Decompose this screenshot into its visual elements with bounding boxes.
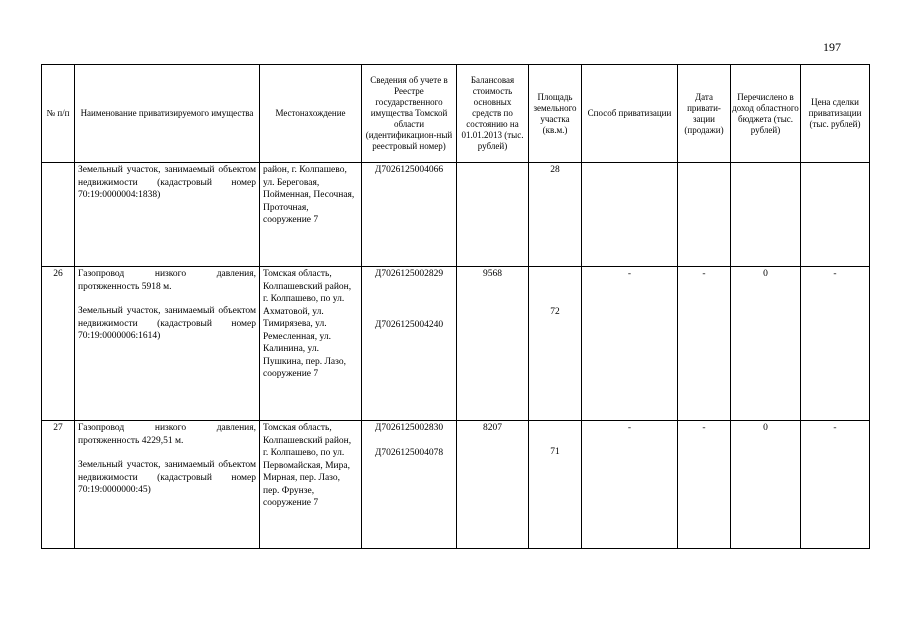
table-row [42, 267, 870, 421]
cell-area: 28 [529, 163, 582, 267]
cell-date: - [678, 421, 731, 549]
registry-number: Д7026125004078 [374, 447, 444, 458]
registry-number: Д7026125004066 [374, 165, 444, 175]
header-price: Цена сделки приватизации (тыс. рублей) [801, 65, 870, 163]
header-date: Дата привати-зации (продажи) [678, 65, 731, 163]
cell-name [75, 267, 260, 421]
cell-price: - [801, 267, 870, 421]
cell-method: - [582, 421, 678, 549]
cell-area [529, 421, 582, 549]
table-row [42, 163, 870, 267]
header-num: № п/п [42, 65, 75, 163]
table-header-row [42, 65, 870, 163]
cell-registry [362, 421, 457, 549]
object-name: Газопровод низкого давления, протяженность 5918 м. [78, 269, 256, 292]
privatization-table [41, 64, 870, 549]
cell-balance [457, 163, 529, 267]
cell-name [75, 163, 260, 267]
cell-name [75, 421, 260, 549]
header-name: Наименование приватизируемого имущества [75, 65, 260, 163]
area-value: 72 [550, 307, 560, 317]
registry-number: Д7026125002830 [374, 423, 444, 433]
header-balance: Балансовая стоимость основных средств по состоянию на 01.01.2013 (тыс. рублей) [457, 65, 529, 163]
cell-transferred: 0 [731, 267, 801, 421]
header-location: Местонахождение [260, 65, 362, 163]
cell-date: - [678, 267, 731, 421]
cell-location: район, г. Колпашево, ул. Береговая, Пойменная, Песочная, Проточная, сооружение 7 [260, 163, 362, 267]
registry-number: Д7026125002829 [374, 269, 444, 279]
header-method: Способ приватизации [582, 65, 678, 163]
object-name: Газопровод низкого давления, протяженность 4229,51 м. [78, 423, 256, 446]
cell-location: Томская область, Колпашевский район, г. Колпашево, по ул. Первомайская, Мира, Мирная, пер. Лазо, пер. Фрунзе, сооружение 7 [260, 421, 362, 549]
page-number: 197 [823, 40, 841, 54]
cell-date [678, 163, 731, 267]
cell-registry [362, 163, 457, 267]
cell-num: 26 [42, 267, 75, 421]
cell-price [801, 163, 870, 267]
cell-balance: 9568 [457, 267, 529, 421]
object-name: Земельный участок, занимаемый объектом недвижимости (кадастровый номер 70:19:0000006:1614) [78, 306, 256, 341]
object-name: Земельный участок, занимаемый объектом недвижимости (кадастровый номер 70:19:0000000:45) [78, 460, 256, 495]
cell-balance: 8207 [457, 421, 529, 549]
cell-num [42, 163, 75, 267]
cell-location: Томская область, Колпашевский район, г. Колпашево, по ул. Ахматовой, ул. Тимирязева, ул. Ремесленная, ул. Калинина, ул. Пушкина, пер. Лазо, сооружение 7 [260, 267, 362, 421]
cell-price: - [801, 421, 870, 549]
header-transferred: Перечислено в доход областного бюджета (тыс. рублей) [731, 65, 801, 163]
cell-method [582, 163, 678, 267]
cell-num: 27 [42, 421, 75, 549]
cell-method: - [582, 267, 678, 421]
cell-transferred: 0 [731, 421, 801, 549]
table-row [42, 421, 870, 549]
cell-area [529, 267, 582, 421]
header-area: Площадь земельного участка (кв.м.) [529, 65, 582, 163]
cell-transferred [731, 163, 801, 267]
object-name: Земельный участок, занимаемый объектом недвижимости (кадастровый номер 70:19:0000004:1838) [78, 165, 256, 200]
cell-registry [362, 267, 457, 421]
area-value: 71 [550, 447, 560, 457]
registry-number: Д7026125004240 [374, 319, 444, 330]
header-registry: Сведения об учете в Реестре государственного имущества Томской области (идентификацион-ный реестровый номер) [362, 65, 457, 163]
